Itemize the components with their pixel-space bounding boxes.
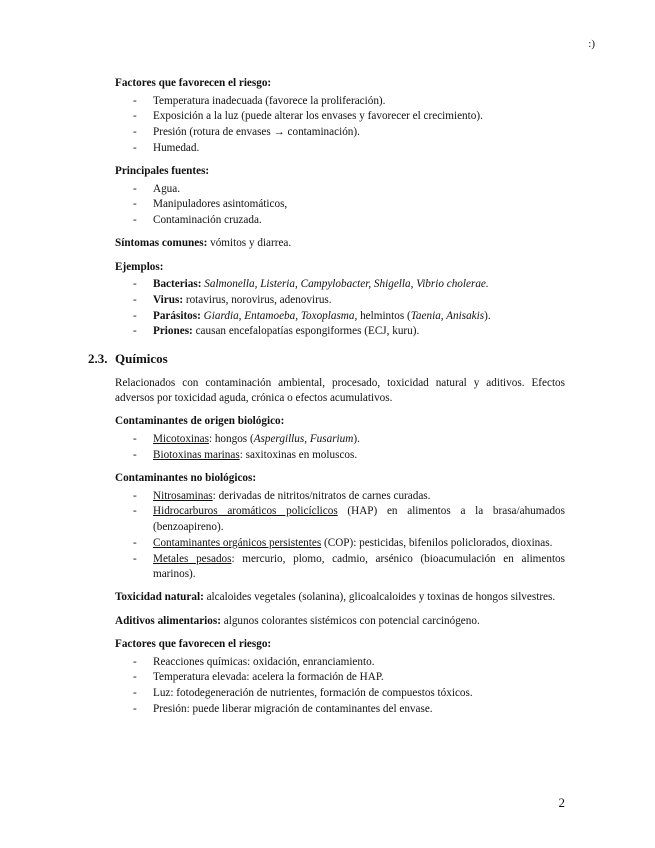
list-item: - Presión (rotura de envases → contaminación).	[115, 125, 565, 141]
prions-label: Priones:	[153, 325, 193, 338]
prions-text: causan encefalopatías espongiformes (ECJ, kuru).	[192, 325, 420, 338]
section-number: 2.3.	[88, 351, 108, 367]
myco-post: ).	[353, 433, 360, 446]
virus-label: Virus:	[153, 293, 184, 306]
bio-risk-list	[115, 94, 565, 157]
list-item: - Exposición a la luz (puede alterar los envases y favorecer el crecimiento).	[115, 109, 565, 125]
hap-text: (HAP) en alimentos a la brasa/ahumados (benzoapireno).	[153, 505, 565, 534]
section-title: Químicos	[115, 351, 168, 367]
list-item: - Temperatura inadecuada (favorece la proliferación).	[115, 94, 565, 110]
list-item	[115, 324, 565, 340]
list-item: - Humedad.	[115, 141, 565, 157]
bio-origin-list	[115, 432, 565, 463]
chem-risk-list	[115, 655, 565, 718]
natural-toxicity-paragraph	[115, 590, 565, 606]
list-item	[115, 432, 565, 448]
chem-intro: Relacionados con contaminación ambiental, procesado, toxicidad natural y aditivos. Efectos adversos por toxicidad aguda, crónica o efectos acumulativos.	[115, 376, 565, 405]
parasites-mid: helmintos (	[357, 309, 411, 322]
list-item	[115, 293, 565, 309]
additives-text: algunos colorantes sistémicos con potencial carcinógeno.	[220, 614, 480, 627]
list-item: - Contaminación cruzada.	[115, 213, 565, 229]
parasites-label: Parásitos:	[153, 309, 201, 322]
list-item: - Manipuladores asintomáticos,	[115, 197, 565, 213]
list-item: - Agua.	[115, 182, 565, 198]
bio-risk-heading: Factores que favorecen el riesgo:	[115, 77, 272, 89]
page-content	[88, 76, 565, 717]
nitro-term: Nitrosaminas	[153, 489, 213, 502]
hap-term: Hidrocarburos aromáticos policíclicos	[153, 505, 338, 518]
myco-italic: Aspergillus, Fusarium	[253, 433, 354, 446]
list-item: - Luz: fotodegeneración de nutrientes, formación de compuestos tóxicos.	[115, 686, 565, 702]
chem-risk-heading: Factores que favorecen el riesgo:	[115, 637, 272, 650]
list-item: - Presión: puede liberar migración de contaminantes del envase.	[115, 702, 565, 718]
cop-term: Contaminantes orgánicos persistentes	[153, 536, 322, 549]
virus-text: rotavirus, norovirus, adenovirus.	[183, 293, 332, 306]
bio-origin-heading: Contaminantes de origen biológico:	[115, 415, 285, 428]
metals-text: : mercurio, plomo, cadmio, arsénico (bioacumulación en alimentos marinos).	[153, 552, 565, 581]
sources-heading: Principales fuentes:	[115, 165, 210, 178]
biotox-term: Biotoxinas marinas	[153, 448, 240, 461]
nonbio-list	[115, 489, 565, 583]
bacteria-label: Bacterias:	[153, 278, 202, 291]
cop-text: (COP): pesticidas, bifenilos policlorados, dioxinas.	[321, 536, 553, 549]
nitro-text: : derivadas de nitritos/nitratos de carnes curadas.	[212, 489, 431, 502]
metals-term: Metales pesados	[153, 552, 232, 565]
list-item	[115, 309, 565, 325]
list-item	[115, 277, 565, 293]
nonbio-heading: Contaminantes no biológicos:	[115, 472, 257, 485]
list-item	[115, 489, 565, 505]
symptoms-paragraph	[115, 236, 565, 252]
sources-list	[115, 182, 565, 229]
symptoms-label: Síntomas comunes:	[115, 237, 208, 250]
additives-paragraph	[115, 614, 565, 630]
list-item	[115, 504, 565, 535]
myco-pre: : hongos (	[208, 433, 254, 446]
list-item	[115, 448, 565, 464]
parasites-end: ).	[484, 309, 491, 322]
additives-label: Aditivos alimentarios:	[115, 614, 221, 627]
natural-label: Toxicidad natural:	[115, 591, 204, 604]
parasites-italic: Giardia, Entamoeba, Toxoplasma,	[200, 309, 358, 322]
list-item	[115, 536, 565, 552]
list-item: - Temperatura elevada: acelera la formación de HAP.	[115, 670, 565, 686]
page-number: 2	[558, 795, 565, 810]
biotox-text: : saxitoxinas en moluscos.	[239, 448, 358, 461]
symptoms-text: vómitos y diarrea.	[207, 237, 292, 250]
list-item: - Reacciones químicas: oxidación, enranciamiento.	[115, 655, 565, 671]
natural-text: alcaloides vegetales (solanina), glicoalcaloides y toxinas de hongos silvestres.	[203, 591, 556, 604]
myco-term: Micotoxinas	[153, 433, 209, 446]
section-heading	[88, 350, 565, 368]
corner-mark: :)	[588, 38, 595, 50]
list-item	[115, 552, 565, 583]
parasites-italic2: Taenia, Anisakis	[410, 309, 485, 322]
bacteria-text: Salmonella, Listeria, Campylobacter, Shigella, Vibrio cholerae.	[201, 278, 489, 291]
examples-list	[115, 277, 565, 340]
examples-heading: Ejemplos:	[115, 260, 164, 273]
